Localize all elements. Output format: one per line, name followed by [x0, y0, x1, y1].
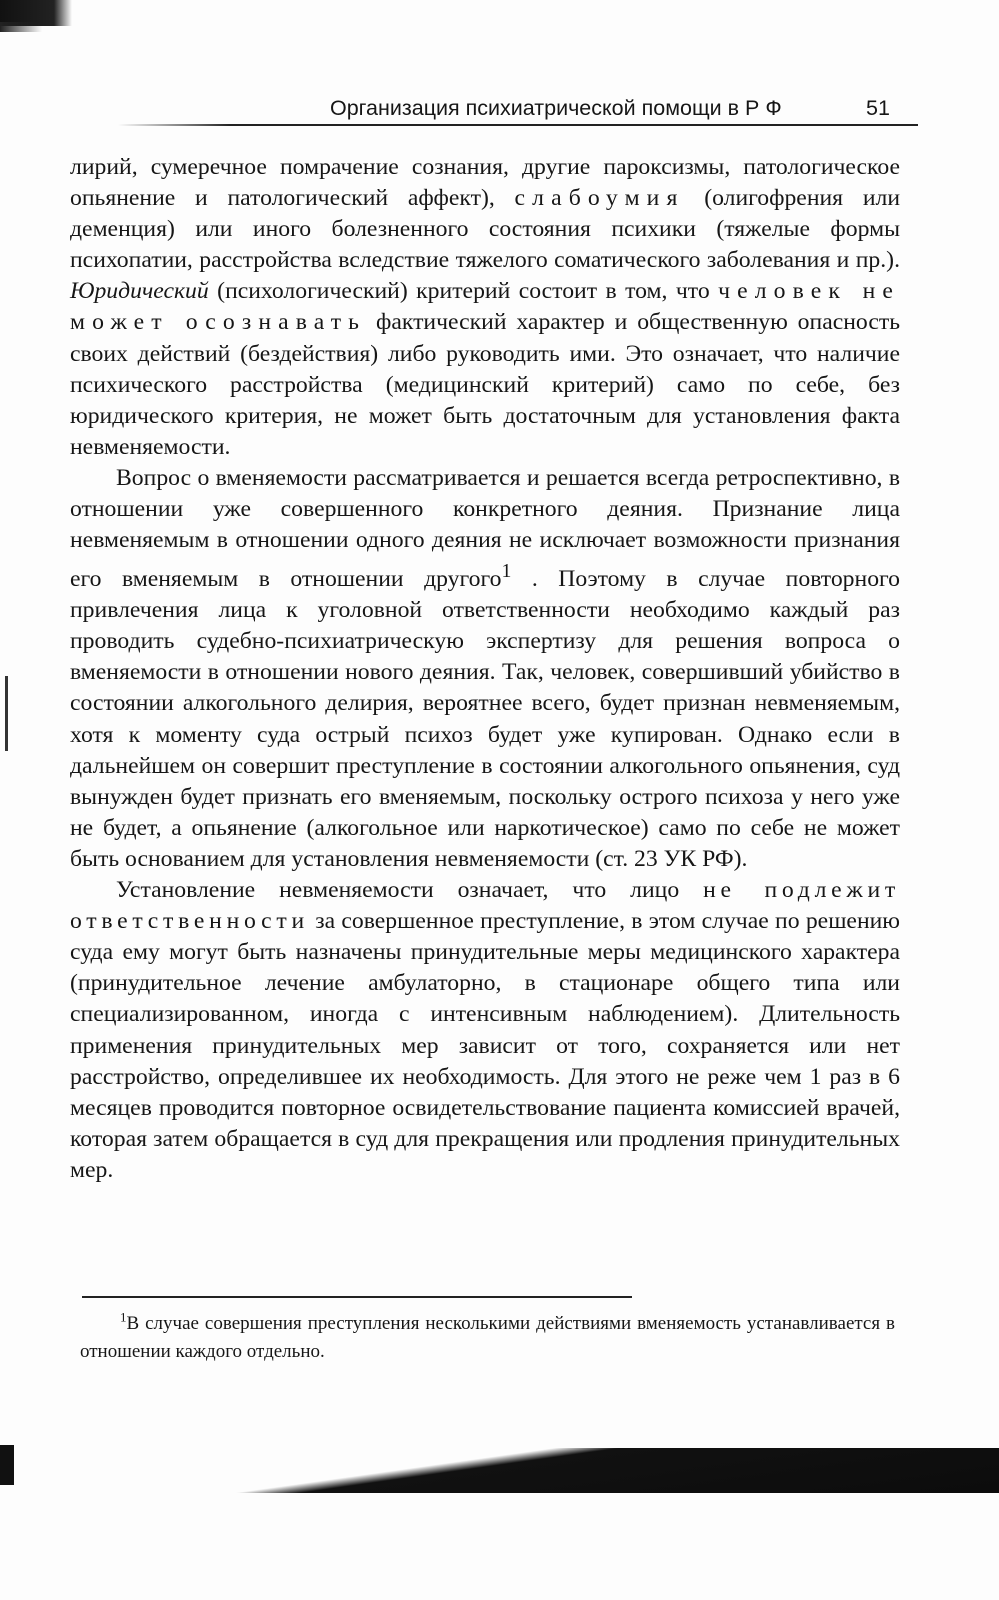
text-segment: (психологический) критерий состоит в том, что: [208, 278, 719, 305]
header-rule: [118, 124, 918, 126]
text-segment: не подлежит ответственности: [70, 877, 900, 935]
body-paragraph: [70, 152, 900, 463]
text-segment: слабоумия: [514, 185, 685, 212]
running-head: [330, 95, 920, 121]
footnote-reference: 1: [501, 560, 512, 583]
text-segment: . Поэтому в случае повторного привлечения лица к уголовной ответственности необходимо каждый раз проводить судебно-психиатрическую экспертизу для решения вопроса о вменяемости в отношении нового деяния. Так, человек, совершивший убийство в состоянии алкогольного делирия, вероятнее всего, будет признан невменяемым, хотя к моменту суда острый психоз будет уже купирован. Однако если в дальнейшем он совершит преступление в состоянии алкогольного опьянения, суд вынужден будет признать его вменяемым, поскольку острого психоза у него уже не будет, а опьянение (алкогольное или наркотическое) само по себе не может быть основанием для установления невменяемости (ст. 23 УК РФ).: [70, 566, 901, 872]
footnote-marker: 1: [120, 1309, 127, 1325]
text-segment: человек не может осознавать: [70, 278, 900, 336]
text-segment: (олигофрения или деменция) или иного болезненного состояния психики (тяжелые формы психопатии, расстройства вследствие тяжелого соматического заболевания и пр.).: [70, 185, 900, 274]
footnote-text: В случае совершения преступления несколькими действиями вменяемость устанавливается в отношении каждого отдельно.: [80, 1313, 895, 1362]
page-number: 51: [866, 96, 890, 120]
text-segment: Юридический: [70, 278, 209, 305]
scan-artifact-bottom: [0, 1448, 999, 1493]
margin-mark: [5, 676, 8, 751]
text-segment: Вопрос о вменяемости рассматривается и решается всегда ретроспективно, в отношении уже совершенного конкретного деяния. Признание лица невменяемым в отношении одного деяния не исключает возможности признания его вменяемым в отношении другого: [70, 464, 900, 593]
footnote: [80, 1310, 895, 1366]
footnote-paragraph: [80, 1310, 895, 1366]
text-segment: лирий, сумеречное помрачение сознания, другие пароксизмы, патологическое опьянение и патологический аффект),: [70, 154, 900, 212]
text-segment: Установление невменяемости означает, что лицо: [116, 877, 704, 904]
body-paragraph: [70, 463, 900, 875]
scan-artifact-top-left-tail: [0, 22, 42, 32]
text-segment: фактический характер и общественную опасность своих действий (бездействия) либо руководить ими. Это означает, что наличие психического расстройства (медицинский критерий) само по себе, без юридического критерия, не может быть достаточным для установления факта невменяемости.: [70, 309, 900, 460]
text-segment: за совершенное преступление, в этом случае по решению суда ему могут быть назначены принудительные меры медицинского характера (принудительное лечение амбулаторно, в стационаре общего типа или специализированном, иногда с интенсивным наблюдением). Длительность применения принудительных мер зависит от того, сохраняется или нет расстройство, определившее их необходимость. Для этого не реже чем 1 раз в 6 месяцев проводится повторное освидетельствование пациента комиссией врачей, которая затем обращается в суд для прекращения или продления принудительных мер.: [70, 908, 900, 1183]
body-paragraph: [70, 875, 900, 1186]
scan-artifact-bottom-cap: [0, 1445, 14, 1485]
body-text: [70, 152, 900, 1186]
footnote-rule: [82, 1296, 632, 1298]
running-head-title: Организация психиатрической помощи в Р Ф: [330, 96, 782, 120]
